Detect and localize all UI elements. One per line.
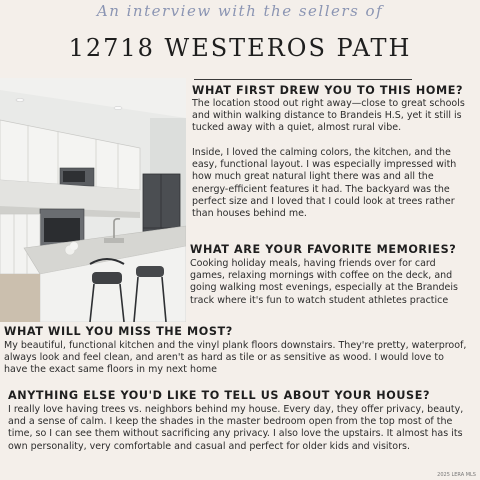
interview-script-title: An interview with the sellers of — [96, 2, 384, 20]
section-text-favorite-memories: Cooking holiday meals, having friends over for card games, relaxing mornings with coffee on the deck, and going walking most evenings, especially at the Brandeis track where it's fun to watch student athletes practice — [190, 258, 458, 306]
section-text-anything-else: I really love having trees vs. neighbors behind my house. Every day, they offer privacy, beauty, and a sense of calm. I keep the shades in the master bedroom open from the top most of the time, so I can see them without sacrificing any privacy. I also love the upstairs. It almost has its own personality, very comfortable and casual and perfect for older kids and visitors. — [8, 404, 464, 452]
section-text-miss-most: My beautiful, functional kitchen and the vinyl plank floors downstairs. They're pretty, waterproof, always look and feel clean, and aren't as hard as tile or as sensitive as wood. I would love to have the exact same floors in my next home — [4, 340, 467, 376]
section-heading-first-drew: WHAT FIRST DREW YOU TO THIS HOME? — [192, 84, 464, 97]
kitchen-photo — [0, 78, 186, 322]
section-heading-favorite-memories: WHAT ARE YOUR FAVORITE MEMORIES? — [190, 243, 457, 256]
section-text-first-drew-location: The location stood out right away—close to great schools and within walking distance to Brandeis H.S, yet it still is tucked away with a quiet, almost rural vibe. — [192, 98, 465, 134]
section-text-first-drew-inside: Inside, I loved the calming colors, the kitchen, and the easy, functional layout. I was especially impressed with how much great natural light there was and all the energy-efficient features it had. The backyard was the perfect size and I loved that I could look at trees rather than houses behind me. — [192, 147, 457, 220]
section-heading-anything-else: ANYTHING ELSE YOU'D LIKE TO TELL US ABOUT YOUR HOUSE? — [8, 389, 431, 402]
section-heading-miss-most: WHAT WILL YOU MISS THE MOST? — [4, 325, 233, 338]
mls-watermark: 2025 LERA MLS — [437, 472, 476, 478]
header-divider — [194, 79, 412, 80]
property-address: 12718 WESTEROS PATH — [68, 34, 412, 62]
